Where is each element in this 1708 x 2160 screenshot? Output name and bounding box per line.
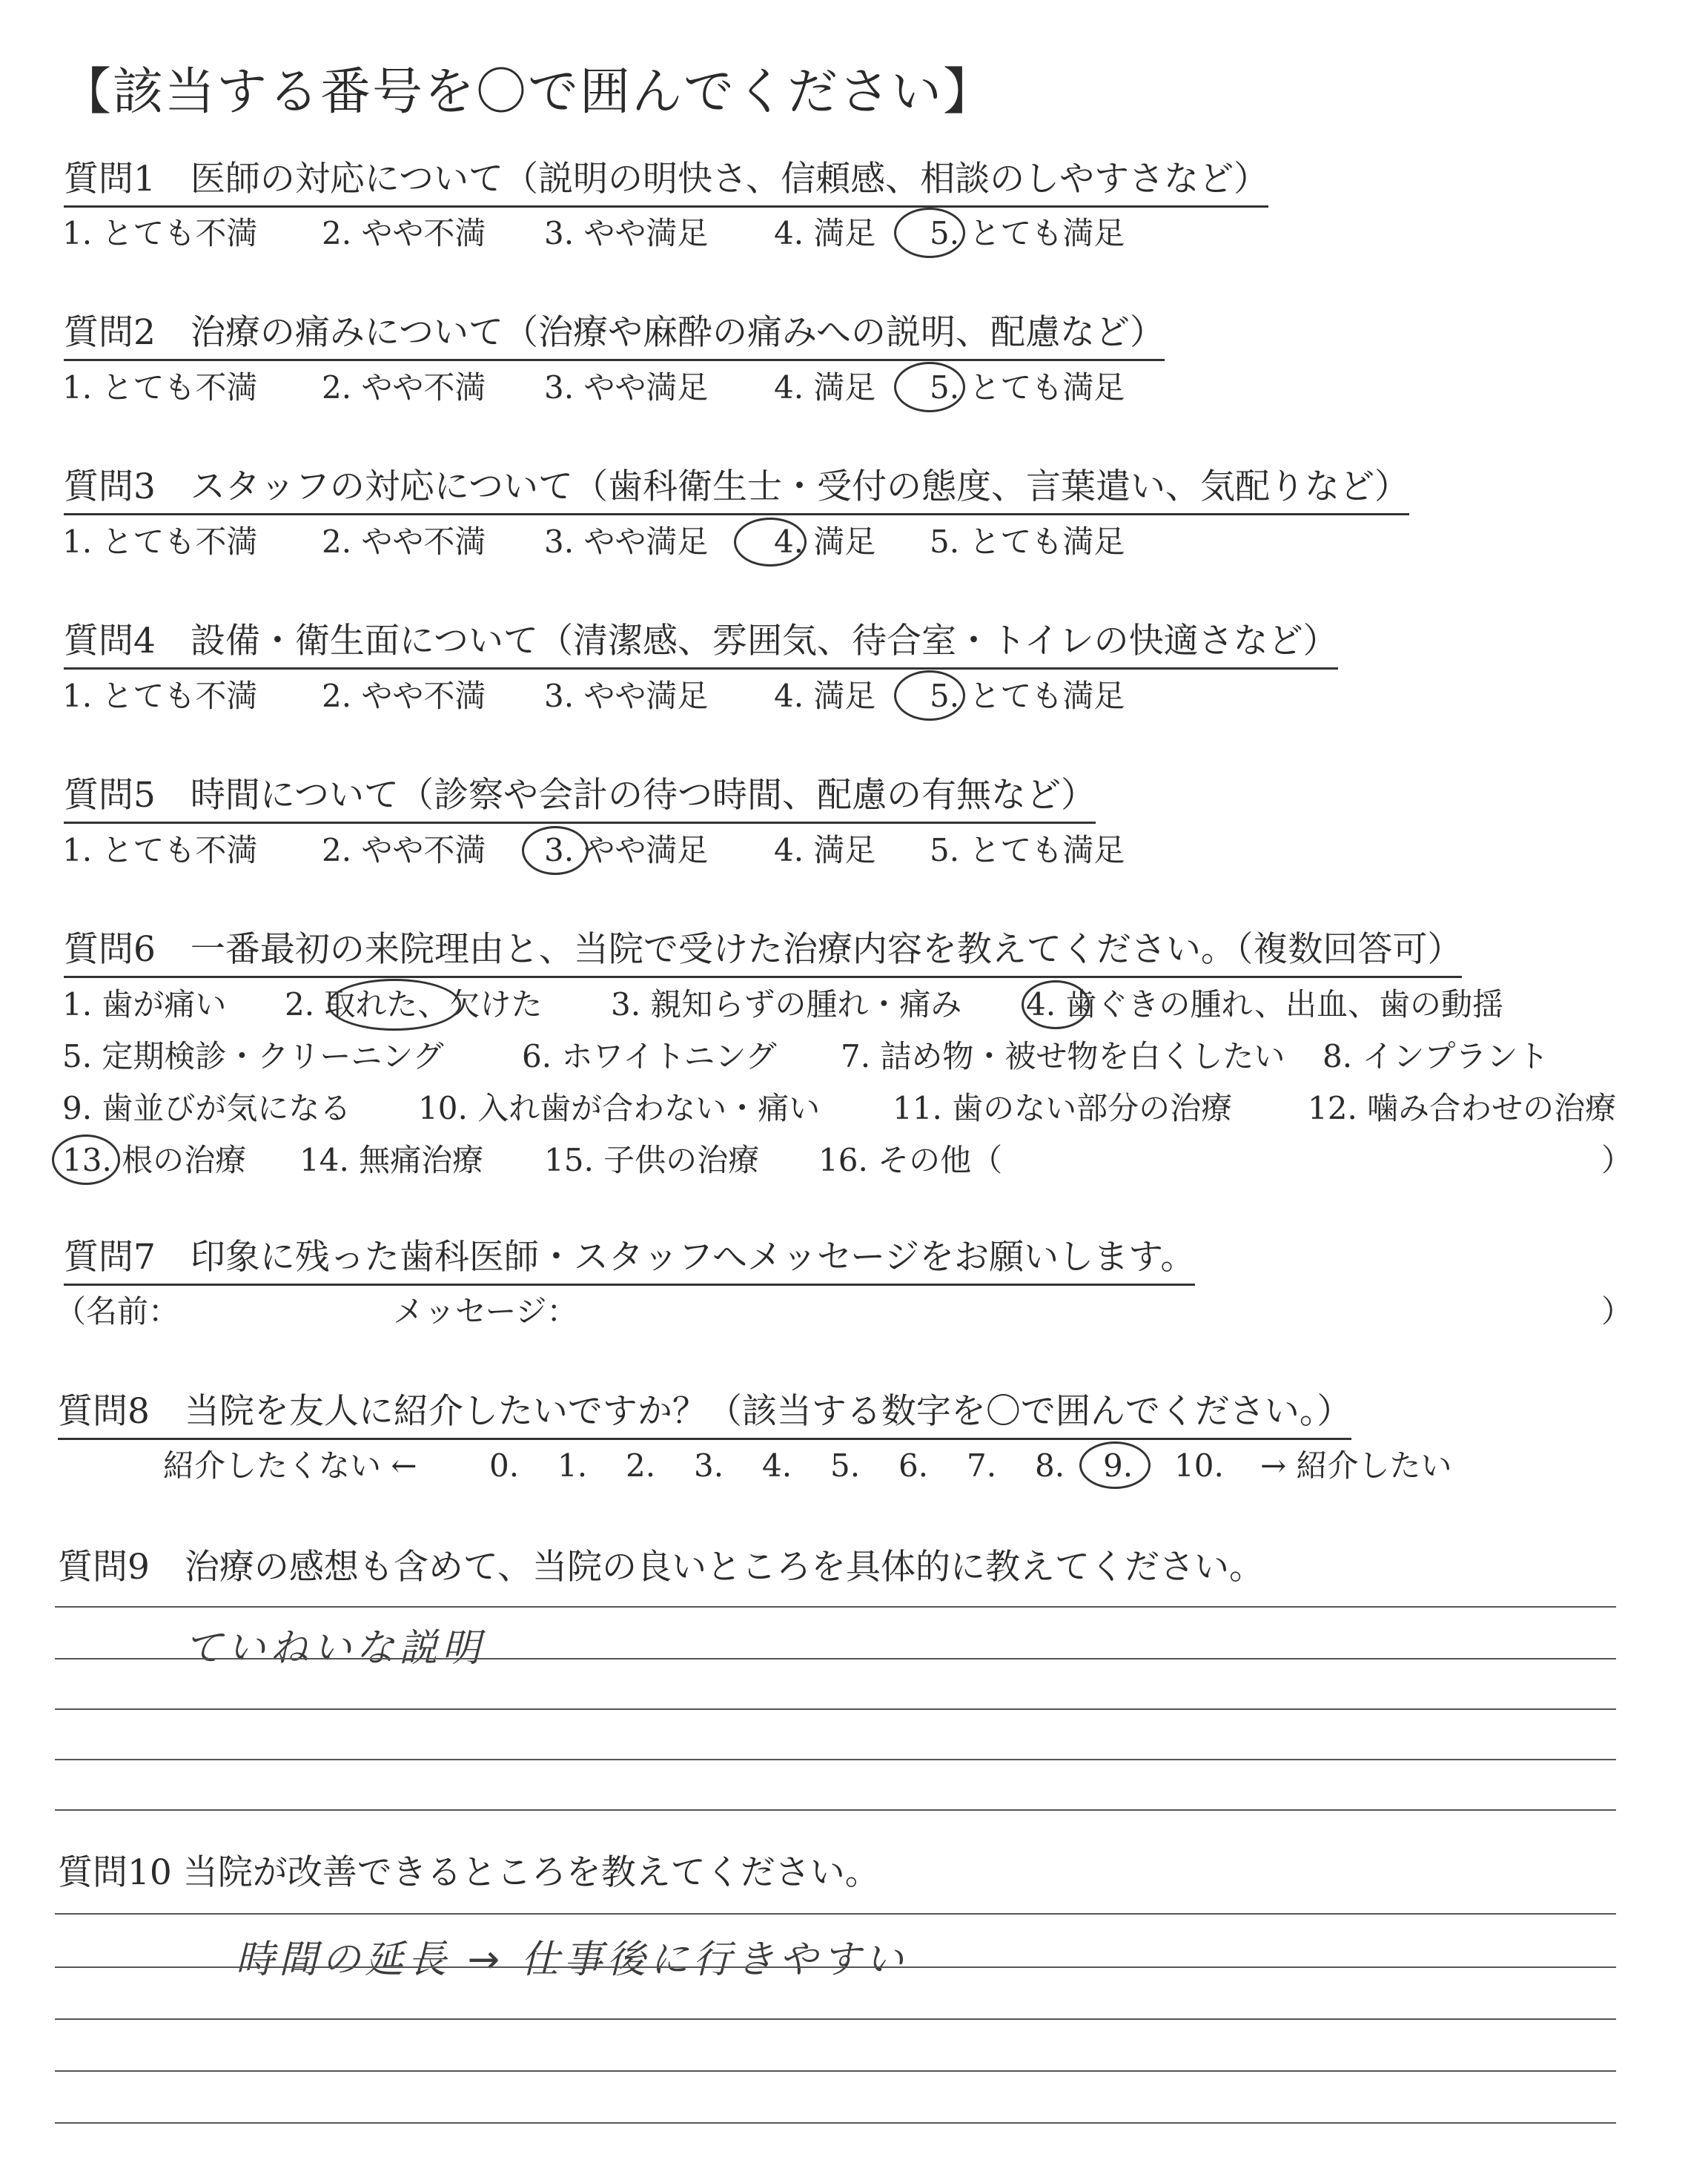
q6-option-15[interactable]: 15. 子供の治療: [544, 1142, 760, 1178]
q6-option-5[interactable]: 5. 定期検診・クリーニング: [62, 1038, 444, 1074]
q2-option-1[interactable]: 1. とても不満: [62, 369, 258, 406]
q3-selection-circle: [734, 518, 807, 567]
q5-option-2[interactable]: 2. やや不満: [322, 832, 486, 868]
q4-option-1[interactable]: 1. とても不満: [62, 678, 258, 714]
q6-option-6[interactable]: 6. ホワイトニング: [522, 1038, 777, 1074]
q7-name-label: （名前：: [55, 1293, 180, 1330]
q6-option-2[interactable]: 2. 取れた、欠けた: [285, 986, 543, 1023]
q9-line-3: [55, 1708, 1616, 1710]
q5-title: 質問5 時間について（診察や会計の待つ時間、配慮の有無など）: [64, 778, 1096, 824]
q5-selection-circle: [522, 826, 589, 875]
q7-title: 質問7 印象に残った歯科医師・スタッフへメッセージをお願いします。: [64, 1240, 1195, 1286]
q7-close-paren: ）: [1601, 1293, 1633, 1330]
q6-selection-circle-4: [1022, 980, 1090, 1029]
q8-scale-7[interactable]: 7.: [967, 1447, 997, 1484]
q5-option-4[interactable]: 4. 満足: [774, 832, 876, 868]
q1-options: [62, 215, 1248, 255]
q8-left-label: 紹介したくない ←: [163, 1447, 417, 1484]
q9-line-4: [55, 1759, 1616, 1760]
q6-option-9[interactable]: 9. 歯並びが気になる: [62, 1090, 351, 1126]
q1-selection-circle: [894, 208, 965, 258]
q7-answer-row: [55, 1293, 1634, 1333]
q8-selection-circle: [1079, 1441, 1151, 1489]
q9-line-2: [55, 1658, 1616, 1659]
q4-options: [62, 678, 1248, 718]
q6-option-4[interactable]: 4. 歯ぐきの腫れ、出血、歯の動揺: [1026, 986, 1503, 1023]
q8-scale-6[interactable]: 6.: [898, 1447, 929, 1484]
q6-option-3[interactable]: 3. 親知らずの腫れ・痛み: [611, 986, 962, 1023]
q2-options: [62, 369, 1248, 409]
q9-handwritten-answer: ていねいな説明: [184, 1626, 486, 1671]
q6-options-line1: [62, 986, 1634, 1026]
q2-option-5[interactable]: 5. とても満足: [930, 369, 1125, 406]
q3-option-2[interactable]: 2. やや不満: [322, 524, 486, 560]
q5-option-1[interactable]: 1. とても不満: [62, 832, 258, 868]
q8-scale-2[interactable]: 2.: [626, 1447, 656, 1484]
q6-option-12[interactable]: 12. 噛み合わせの治療: [1308, 1090, 1617, 1126]
q9-line-1: [55, 1606, 1616, 1608]
q6-options-line2: [62, 1038, 1634, 1078]
q9-line-5: [55, 1809, 1616, 1811]
q6-options-line3: [62, 1090, 1634, 1130]
q10-line-1: [55, 1913, 1616, 1915]
q10-line-3: [55, 2018, 1616, 2020]
q6-other-close-paren: ）: [1601, 1142, 1633, 1178]
q6-option-11[interactable]: 11. 歯のない部分の治療: [893, 1090, 1233, 1126]
q4-title: 質問4 設備・衛生面について（清潔感、雰囲気、待合室・トイレの快適さなど）: [64, 624, 1338, 670]
q6-option-13[interactable]: 13. 根の治療: [62, 1142, 247, 1178]
q3-title: 質問3 スタッフの対応について（歯科衛生士・受付の態度、言葉遣い、気配りなど）: [64, 469, 1409, 515]
q6-option-16[interactable]: 16. その他（: [818, 1142, 1003, 1178]
q2-selection-circle: [894, 362, 965, 412]
q9-title: 質問9 治療の感想も含めて、当院の良いところを具体的に教えてください。: [58, 1547, 1264, 1588]
q1-title: 質問1 医師の対応について（説明の明快さ、信頼感、相談のしやすさなど）: [64, 162, 1268, 208]
q8-scale-0[interactable]: 0.: [489, 1447, 520, 1484]
q6-option-1[interactable]: 1. 歯が痛い: [62, 986, 227, 1023]
q6-title: 質問6 一番最初の来院理由と、当院で受けた治療内容を教えてください。（複数回答可）: [64, 932, 1462, 978]
q1-option-1[interactable]: 1. とても不満: [62, 215, 258, 251]
q6-selection-circle-13: [52, 1135, 120, 1185]
q6-options-line4: [62, 1142, 1634, 1182]
q10-line-4: [55, 2070, 1616, 2072]
q6-option-10[interactable]: 10. 入れ歯が合わない・痛い: [418, 1090, 821, 1126]
q2-option-4[interactable]: 4. 満足: [774, 369, 876, 406]
q4-option-3[interactable]: 3. やや満足: [544, 678, 709, 714]
q4-selection-circle: [894, 670, 965, 721]
page-header: 【該当する番号を〇で囲んでください】: [61, 63, 996, 122]
q2-title: 質問2 治療の痛みについて（治療や麻酔の痛みへの説明、配慮など）: [64, 315, 1165, 361]
q1-option-2[interactable]: 2. やや不満: [322, 215, 486, 251]
q5-option-3[interactable]: 3. やや満足: [544, 832, 709, 868]
q10-handwritten-answer: 時間の延長 → 仕事後に行きやすい: [236, 1938, 908, 1982]
q4-option-2[interactable]: 2. やや不満: [322, 678, 486, 714]
q7-message-label: メッセージ：: [393, 1293, 578, 1330]
q8-scale-9[interactable]: 9.: [1103, 1447, 1133, 1484]
q1-option-4[interactable]: 4. 満足: [774, 215, 876, 251]
q8-scale-3[interactable]: 3.: [694, 1447, 724, 1484]
q1-option-5[interactable]: 5. とても満足: [930, 215, 1125, 251]
q3-option-1[interactable]: 1. とても不満: [62, 524, 258, 560]
q10-line-2: [55, 1966, 1616, 1968]
q4-option-4[interactable]: 4. 満足: [774, 678, 876, 714]
q8-scale-5[interactable]: 5.: [830, 1447, 861, 1484]
q8-scale-4[interactable]: 4.: [762, 1447, 792, 1484]
q5-option-5[interactable]: 5. とても満足: [930, 832, 1125, 868]
q5-options: [62, 832, 1248, 872]
q8-right-label: → 紹介したい: [1260, 1447, 1452, 1484]
q6-option-7[interactable]: 7. 詰め物・被せ物を白くしたい: [841, 1038, 1285, 1074]
q10-title: 質問10 当院が改善できるところを教えてください。: [58, 1852, 880, 1893]
q6-option-14[interactable]: 14. 無痛治療: [299, 1142, 484, 1178]
q3-option-5[interactable]: 5. とても満足: [930, 524, 1125, 560]
q3-options: [62, 526, 1248, 564]
q2-option-3[interactable]: 3. やや満足: [544, 369, 709, 406]
q1-option-3[interactable]: 3. やや満足: [544, 215, 709, 251]
q10-line-5: [55, 2122, 1616, 2124]
q3-option-3[interactable]: 3. やや満足: [544, 524, 709, 560]
q6-option-8[interactable]: 8. インプラント: [1323, 1038, 1549, 1074]
q8-scale-row: [163, 1447, 1497, 1487]
q8-title: 質問8 当院を友人に紹介したいですか？（該当する数字を〇で囲んでください。）: [58, 1394, 1351, 1440]
q2-option-2[interactable]: 2. やや不満: [322, 369, 486, 406]
q8-scale-1[interactable]: 1.: [557, 1447, 588, 1484]
q3-option-4[interactable]: 4. 満足: [774, 524, 876, 560]
q6-selection-circle-2: [328, 979, 461, 1031]
q4-option-5[interactable]: 5. とても満足: [930, 678, 1125, 714]
q8-scale-10[interactable]: 10.: [1174, 1447, 1224, 1484]
q8-scale-8[interactable]: 8.: [1035, 1447, 1065, 1484]
